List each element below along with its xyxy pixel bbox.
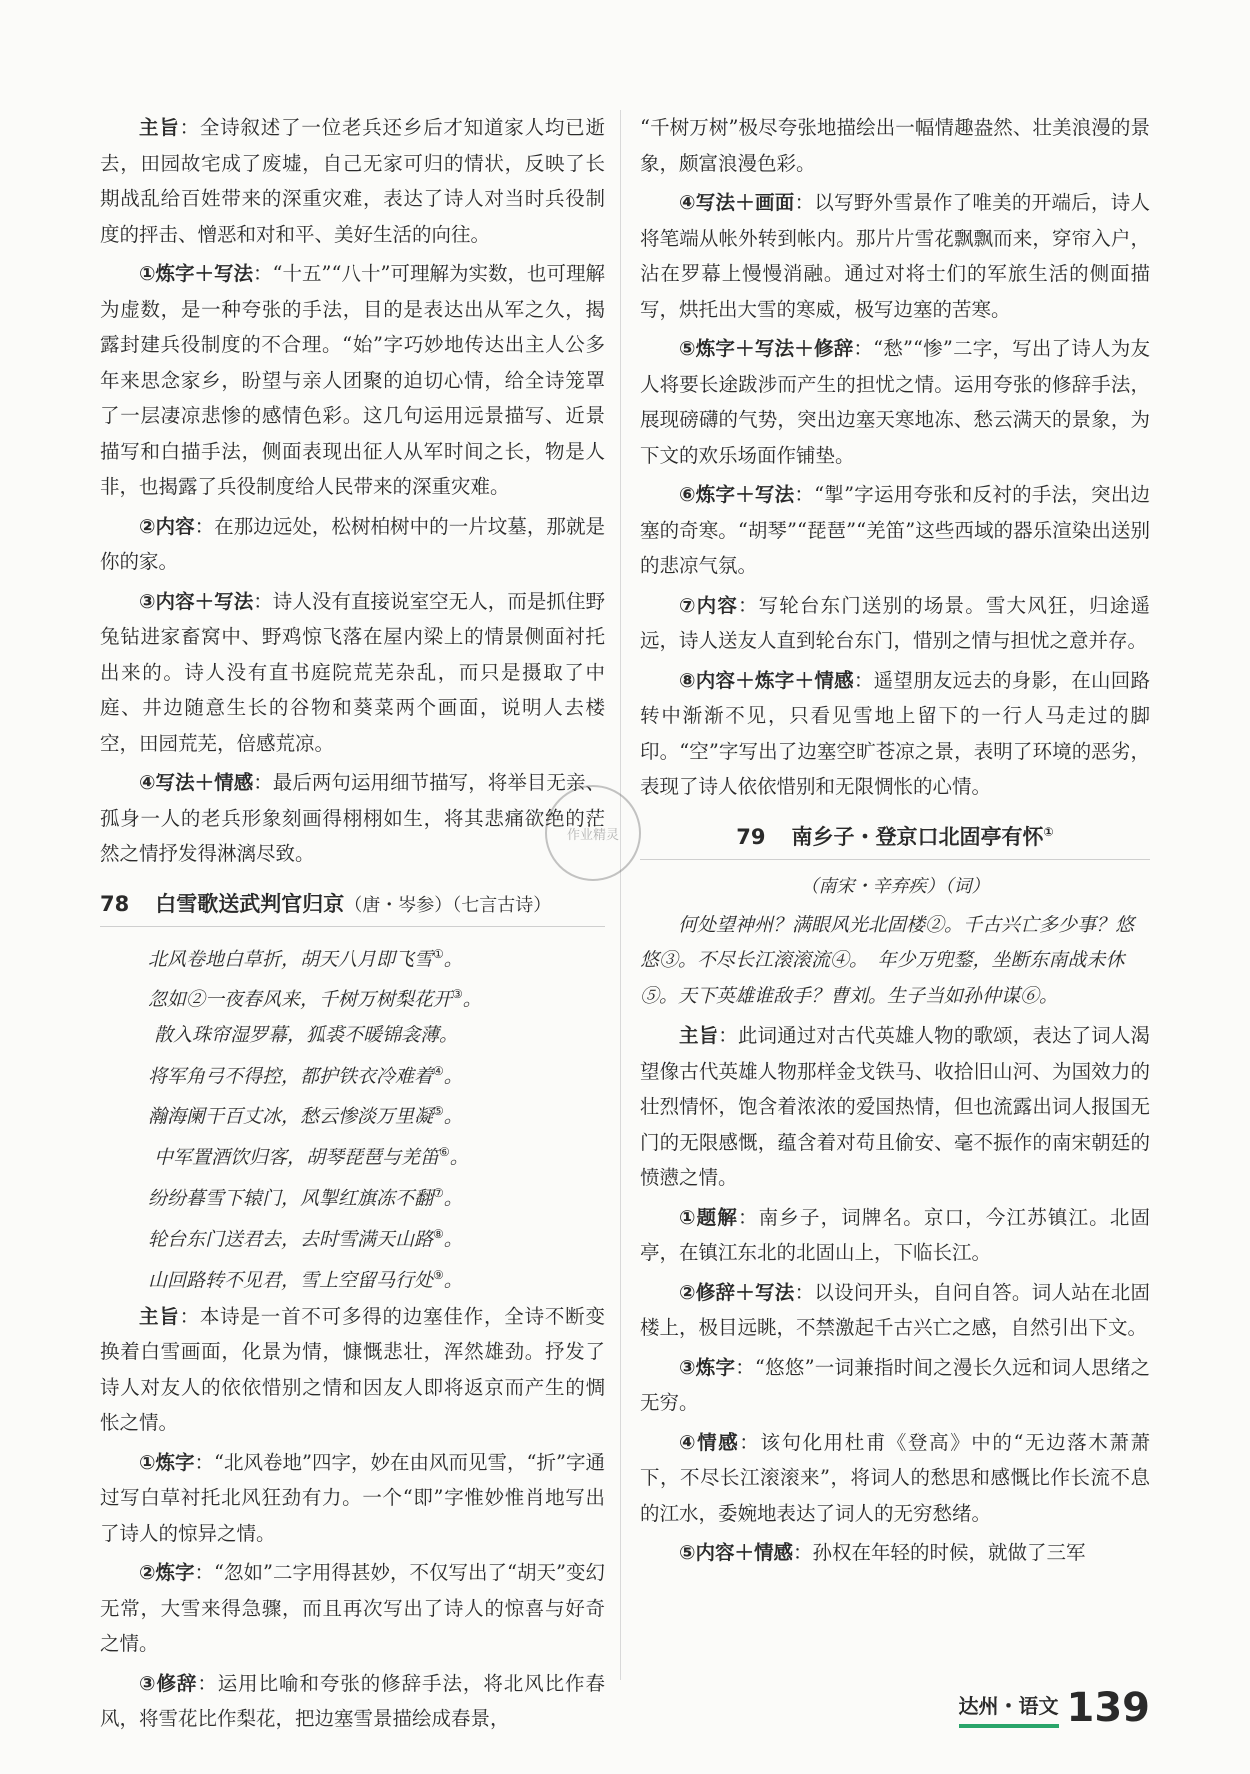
paragraph: ④情感：该句化用杜甫《登高》中的“无边落木萧萧下，不尽长江滚滚来”，将词人的愁思和感慨比作长流不息的江水，委婉地表达了词人的无穷愁绪。 — [640, 1430, 1150, 1525]
watermark-stamp: 作业精灵 — [545, 785, 641, 881]
paragraph: ②炼字：“忽如”二字用得甚妙，不仅写出了“胡天”变幻无常，大雪来得急骤，而且再次写出了诗人的惊喜与好奇之情。 — [100, 1561, 605, 1656]
poem-line: 纷纷暮雪下辕门，风掣红旗冻不翻⑦。 — [148, 1186, 463, 1210]
paragraph: ④写法＋画面：以写野外雪景作了唯美的开端后，诗人将笔端从帐外转到帐内。那片片雪花飘飘而来，穿帘入户，沾在罗幕上慢慢消融。通过对将士们的军旅生活的侧面描写，烘托出大雪的寒威，极写边塞的苦寒。 — [640, 191, 1150, 321]
section-number: 79 — [736, 824, 766, 849]
paragraph: ②内容：在那边远处，松树柏树中的一片坟墓，那就是你的家。 — [100, 514, 605, 573]
paragraph: ③炼字：“悠悠”一词兼指时间之漫长久远和词人思绪之无穷。 — [640, 1355, 1150, 1414]
section-number: 78 — [100, 891, 130, 916]
poem-block — [100, 937, 605, 1299]
paragraph: ①炼字：“北风卷地”四字，妙在由风而见雪，“折”字通过写白草衬托北风狂劲有力。一个“即”字惟妙惟肖地写出了诗人的惊异之情。 — [100, 1450, 605, 1545]
left-column — [100, 110, 605, 1741]
poem-line: 中军置酒饮归客，胡琴琵琶与羌笛⑥。 — [154, 1145, 469, 1169]
paragraph: ②修辞＋写法：以设问开头，自问自答。词人站在北固楼上，极目远眺，不禁激起千古兴亡之感，自然引出下文。 — [640, 1280, 1150, 1339]
section-title: 南乡子・登京口北固亭有怀① — [791, 824, 1054, 849]
section-78-heading — [100, 888, 605, 927]
paragraph: ①炼字＋写法：“十五”“八十”可理解为实数，也可理解为虚数，是一种夸张的手法，目的是表达出从军之久，揭露封建兵役制度的不合理。“始”字巧妙地传达出主人公多年来思念家乡，盼望与亲人团聚的迫切心情，给全诗笼罩了一层凄凉悲惨的感情色彩。这几句运用远景描写、近景描写和白描手法，侧面表现出征人从军时间之长，物是人非，也揭露了兵役制度给人民带来的深重灾难。 — [100, 262, 605, 498]
paragraph: ①题解：南乡子，词牌名。京口，今江苏镇江。北固亭，在镇江东北的北固山上，下临长江。 — [640, 1205, 1150, 1264]
paragraph: 主旨：全诗叙述了一位老兵还乡后才知道家人均已逝去，田园故宅成了废墟，自己无家可归的情状，反映了长期战乱给百姓带来的深重灾难，表达了诗人对当时兵役制度的抨击、憎恶和对和平、美好生活的向往。 — [100, 116, 605, 246]
author-meta: （南宋・辛弃疾）（词） — [800, 875, 990, 897]
poem-line: 散入珠帘湿罗幕，狐裘不暖锦衾薄。 — [154, 1024, 459, 1047]
paragraph: ⑧内容＋炼字＋情感：遥望朋友远去的身影，在山回路转中渐渐不见，只看见雪地上留下的一行人马走过的脚印。“空”字写出了边塞空旷苍凉之景，表明了环境的恶劣，表现了诗人依依惜别和无限惆怅的心情。 — [640, 668, 1150, 798]
paragraph: ③修辞：运用比喻和夸张的修辞手法，将北风比作春风，将雪花比作梨花，把边塞雪景描绘成春景， — [100, 1671, 605, 1731]
poem-line: 北风卷地白草折，胡天八月即飞雪①。 — [148, 946, 463, 970]
poem-line: 轮台东门送君去，去时雪满天山路⑧。 — [148, 1226, 463, 1251]
page-footer — [958, 1685, 1151, 1731]
poem-line: 山回路转不见君，雪上空留马行处⑨。 — [148, 1267, 463, 1292]
paragraph: ⑦内容：写轮台东门送别的场景。雪大风狂，归途遥远，诗人送友人直到轮台东门，惜别之情与担忧之意并存。 — [640, 593, 1150, 652]
page-number: 139 — [1066, 1685, 1150, 1731]
paragraph: “千树万树”极尽夸张地描绘出一幅情趣盎然、壮美浪漫的景象，颇富浪漫色彩。 — [640, 116, 1150, 175]
paragraph: 主旨：本诗是一首不可多得的边塞佳作，全诗不断变换着白雪画面，化景为情，慷慨悲壮，浑然雄劲。抒发了诗人对友人的依依惜别之情和因友人即将返京而产生的惆怅之情。 — [100, 1304, 605, 1435]
column-divider — [620, 110, 621, 1680]
paragraph: ③内容＋写法：诗人没有直接说室空无人，而是抓住野兔钻进家畜窝中、野鸡惊飞落在屋内梁上的情景侧面衬托出来的。诗人没有直书庭院荒芜杂乱，而只是摄取了中庭、井边随意生长的谷物和葵菜两个画面，说明人去楼空，田园荒芜，倍感荒凉。 — [100, 589, 605, 755]
paragraph: ⑤内容＋情感：孙权在年轻的时候，就做了三军 — [679, 1541, 1086, 1564]
book-label: 达州・语文 — [959, 1690, 1059, 1728]
paragraph: ④写法＋情感：最后两句运用细节描写，将举目无亲、孤身一人的老兵形象刻画得栩栩如生，将其悲痛欲绝的茫然之情抒发得淋漓尽致。 — [100, 771, 605, 865]
paragraph: ⑤炼字＋写法＋修辞：“愁”“惨”二字，写出了诗人为友人将要长途跋涉而产生的担忧之情。运用夸张的修辞手法，展现磅礴的气势，突出边塞天寒地冻、愁云满天的景象，为下文的欢乐场面作铺垫。 — [640, 337, 1150, 467]
poem-line: 将军角弓不得控，都护铁衣冷难着④。 — [148, 1063, 463, 1087]
poem-line: 瀚海阑干百丈冰，愁云惨淡万里凝⑤。 — [148, 1104, 463, 1128]
ci-text: 何处望神州？满眼风光北固楼②。千古兴亡多少事？悠悠③。不尽长江滚滚流④。 年少万兜鍪，坐断东南战未休⑤。天下英雄谁敌手？曹刘。生子当如孙仲谋⑥。 — [640, 913, 1135, 1007]
section-title: 白雪歌送武判官归京（唐・岑参）（七言古诗） — [155, 891, 552, 916]
section-79-heading — [640, 821, 1150, 860]
paragraph: 主旨：此词通过对古代英雄人物的歌颂，表达了词人渴望像古代英雄人物那样金戈铁马、收拾旧山河、为国效力的壮烈情怀，饱含着浓浓的爱国热情，但也流露出词人报国无门的无限感慨，蕴含着对苟且偷安、毫不振作的南宋朝廷的愤懑之情。 — [640, 1024, 1150, 1189]
right-column — [640, 110, 1150, 1575]
poem-line: 忽如②一夜春风来，千树万树梨花开③。 — [148, 987, 482, 1011]
paragraph: ⑥炼字＋写法：“掣”字运用夸张和反衬的手法，突出边塞的奇寒。“胡琴”“琵琶”“羌笛”这些西域的器乐渲染出送别的悲凉气氛。 — [640, 483, 1150, 577]
